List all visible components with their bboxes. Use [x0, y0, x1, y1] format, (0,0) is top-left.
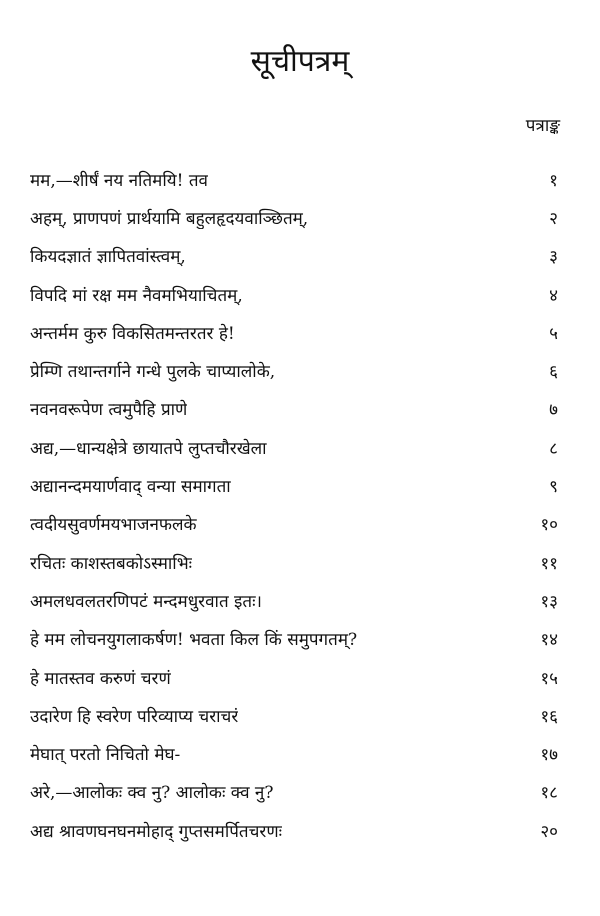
toc-entry-title: हे मम लोचनयुगलाकर्षण! भवता किल किं समुपगतम्?: [30, 630, 358, 651]
toc-entry: [30, 275, 558, 313]
toc-entry-page-number: ३: [549, 247, 558, 268]
toc-entry: [30, 466, 558, 504]
toc-entry-page-number: १८: [540, 783, 558, 804]
toc-entry: [30, 734, 558, 772]
toc-entry-page-number: १: [549, 170, 558, 191]
toc-entry-title: मम,—शीर्षं नय नतिमयि! तव: [30, 170, 208, 191]
toc-entry-page-number: १६: [540, 706, 558, 727]
toc-entry-page-number: १४: [540, 630, 558, 651]
toc-entry-page-number: ४: [549, 285, 558, 306]
toc-entry-page-number: २०: [540, 821, 558, 842]
toc-entry-page-number: ७: [549, 400, 558, 421]
toc-entry-page-number: ११: [540, 553, 558, 574]
toc-entry-page-number: १०: [540, 515, 558, 536]
toc-entry-page-number: १५: [540, 668, 558, 689]
toc-entry-title: हे मातस्तव करुणं चरणं: [30, 668, 171, 689]
toc-entry: [30, 390, 558, 428]
toc-entry-title: अद्य,—धान्यक्षेत्रे छायातपे लुप्तचौरखेला: [30, 438, 267, 459]
toc-entry: [30, 351, 558, 389]
table-of-contents: [30, 160, 558, 849]
toc-entry-title: प्रेम्णि तथान्तर्गाने गन्धे पुलके चाप्यालोके,: [30, 362, 276, 383]
toc-entry: [30, 428, 558, 466]
page-title: सूचीपत्रम्: [250, 44, 350, 79]
toc-entry: [30, 620, 558, 658]
toc-entry: [30, 237, 558, 275]
toc-entry-title: कियदज्ञातं ज्ञापितवांस्त्वम्,: [30, 247, 186, 268]
toc-entry: [30, 313, 558, 351]
toc-entry: [30, 581, 558, 619]
toc-entry-title: अद्यानन्दमयार्णवाद् वन्या समागता: [30, 477, 231, 498]
toc-entry: [30, 658, 558, 696]
toc-entry-title: मेघात् परतो निचितो मेघ-: [30, 745, 181, 766]
toc-entry-title: अहम्, प्राणपणं प्रार्थयामि बहुलहृदयवाञ्छितम्,: [30, 208, 309, 229]
toc-entry: [30, 696, 558, 734]
toc-entry-page-number: १३: [540, 591, 558, 612]
toc-entry: [30, 198, 558, 236]
toc-entry-page-number: ९: [549, 477, 558, 498]
toc-entry-title: अद्य श्रावणघनघनमोहाद् गुप्तसमर्पितचरणः: [30, 821, 283, 842]
toc-entry: [30, 773, 558, 811]
toc-entry-title: त्वदीयसुवर्णमयभाजनफलके: [30, 515, 197, 536]
toc-entry-page-number: २: [549, 208, 558, 229]
toc-entry-title: उदारेण हि स्वरेण परिव्याप्य चराचरं: [30, 706, 239, 727]
toc-entry-title: विपदि मां रक्ष मम नैवमभियाचितम्,: [30, 285, 243, 306]
toc-entry-title: अमलधवलतरणिपटं मन्दमधुरवात इतः।: [30, 591, 262, 612]
toc-entry-page-number: ८: [549, 438, 558, 459]
toc-entry: [30, 160, 558, 198]
toc-entry-page-number: १७: [540, 745, 558, 766]
toc-entry: [30, 811, 558, 849]
toc-entry-page-number: ५: [549, 323, 558, 344]
toc-entry-title: अरे,—आलोकः क्व नु? आलोकः क्व नु?: [30, 783, 274, 804]
page-number-column-header: पत्राङ्क: [525, 116, 560, 136]
toc-entry: [30, 543, 558, 581]
toc-entry-title: नवनवरूपेण त्वमुपैहि प्राणे: [30, 400, 188, 421]
toc-entry-page-number: ६: [549, 362, 558, 383]
toc-entry-title: रचितः काशस्तबकोऽस्माभिः: [30, 553, 193, 574]
toc-entry: [30, 505, 558, 543]
toc-entry-title: अन्तर्मम कुरु विकसितमन्तरतर हे!: [30, 323, 235, 344]
